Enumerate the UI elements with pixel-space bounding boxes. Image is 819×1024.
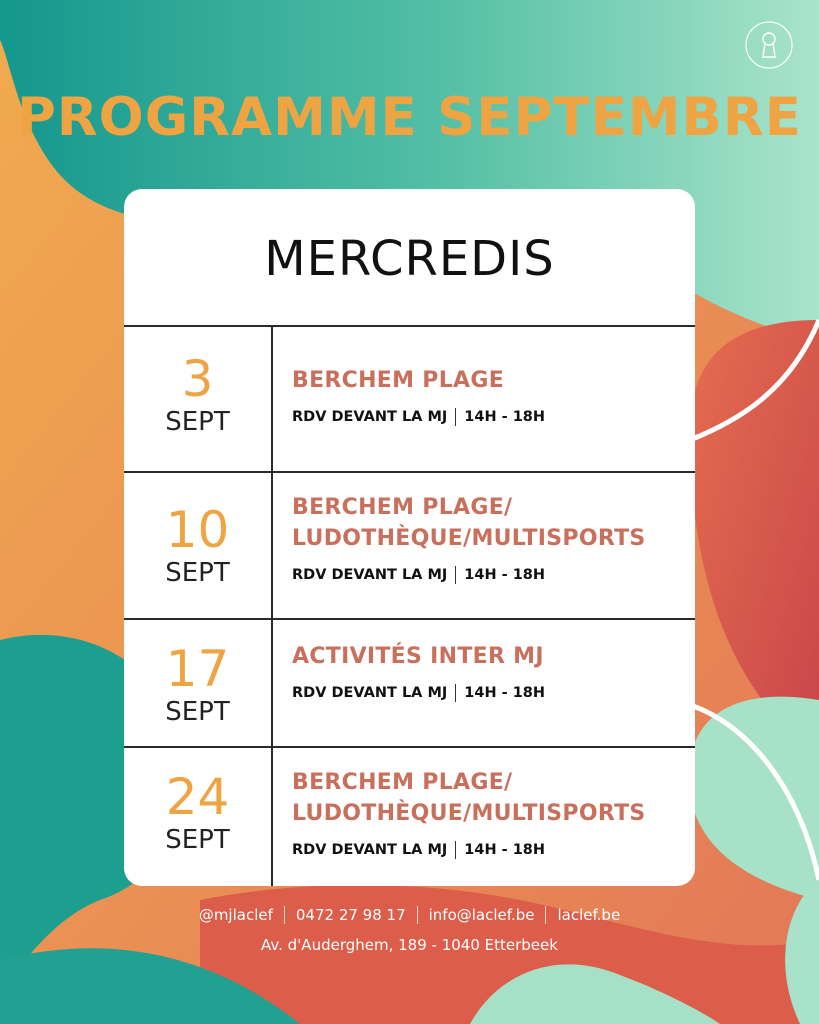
meeting-info — [292, 684, 685, 702]
day-number: 10 — [165, 501, 230, 559]
card-title: MERCREDIS — [264, 231, 555, 287]
keyhole-icon — [744, 20, 794, 70]
activity-line: ACTIVITÉS INTER MJ — [292, 644, 544, 669]
schedule-card — [124, 189, 695, 886]
schedule-row — [124, 619, 695, 748]
meeting-info — [292, 566, 685, 584]
email-link[interactable]: info@laclef.be — [428, 906, 535, 924]
day-number: 24 — [165, 768, 230, 826]
divider — [417, 906, 418, 924]
meeting-info — [292, 841, 685, 859]
activity-cell — [292, 767, 685, 859]
date-cell — [124, 472, 273, 618]
divider — [455, 408, 456, 426]
day-number: 3 — [181, 350, 214, 408]
month-label: SEPT — [165, 407, 230, 437]
activity-line: BERCHEM PLAGE/ — [292, 495, 513, 520]
month-label: SEPT — [165, 558, 230, 588]
schedule-row — [124, 747, 695, 886]
meeting-time: 14H - 18H — [464, 409, 546, 425]
card-header — [124, 189, 695, 327]
activity-cell — [292, 365, 685, 426]
website-link[interactable]: laclef.be — [557, 906, 621, 924]
meeting-place: RDV DEVANT LA MJ — [292, 842, 448, 858]
activity-line: BERCHEM PLAGE — [292, 368, 505, 393]
meeting-place: RDV DEVANT LA MJ — [292, 685, 448, 701]
meeting-info — [292, 408, 685, 426]
meeting-time: 14H - 18H — [464, 685, 546, 701]
activity-cell — [292, 492, 685, 584]
phone-number[interactable]: 0472 27 98 17 — [295, 906, 406, 924]
month-label: SEPT — [165, 825, 230, 855]
contact-line — [0, 906, 819, 924]
schedule-row — [124, 325, 695, 473]
activity-cell — [292, 641, 685, 702]
meeting-time: 14H - 18H — [464, 842, 546, 858]
address-line: Av. d'Auderghem, 189 - 1040 Etterbeek — [261, 936, 558, 954]
activity-line: LUDOTHÈQUE/MULTISPORTS — [292, 801, 646, 826]
schedule-row — [124, 472, 695, 620]
meeting-time: 14H - 18H — [464, 567, 546, 583]
date-cell — [124, 747, 273, 886]
date-cell — [124, 325, 273, 471]
meeting-place: RDV DEVANT LA MJ — [292, 409, 448, 425]
meeting-place: RDV DEVANT LA MJ — [292, 567, 448, 583]
divider — [545, 906, 546, 924]
divider — [455, 684, 456, 702]
divider — [455, 566, 456, 584]
divider — [455, 841, 456, 859]
date-cell — [124, 619, 273, 746]
page-title: PROGRAMME SEPTEMBRE — [17, 87, 802, 148]
month-label: SEPT — [165, 697, 230, 727]
activity-line: BERCHEM PLAGE/ — [292, 770, 513, 795]
divider — [284, 906, 285, 924]
activity-line: LUDOTHÈQUE/MULTISPORTS — [292, 526, 646, 551]
day-number: 17 — [165, 640, 230, 698]
instagram-handle[interactable]: @mjlaclef — [198, 906, 273, 924]
